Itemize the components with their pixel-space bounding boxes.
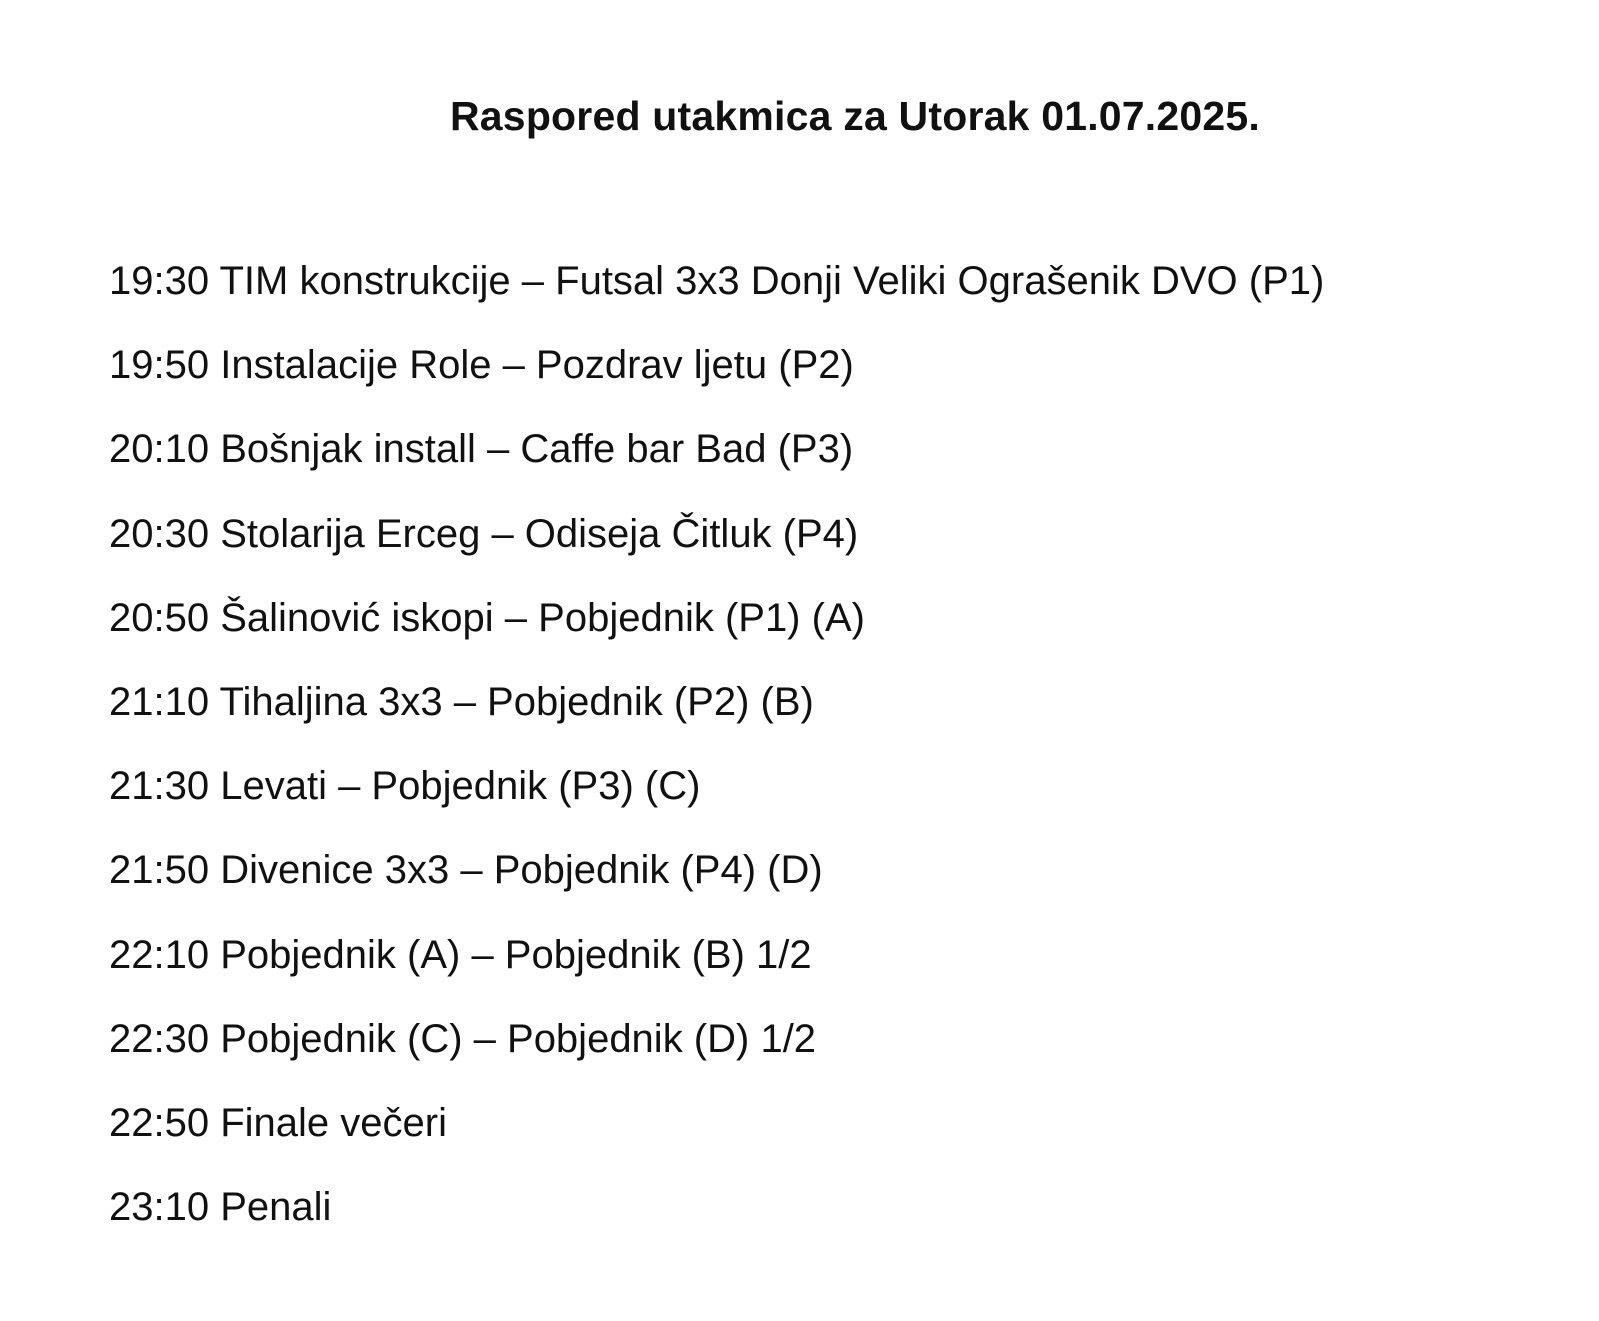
match-item: 21:30 Levati – Pobjednik (P3) (C): [109, 764, 701, 809]
match-item: 22:10 Pobjednik (A) – Pobjednik (B) 1/2: [109, 932, 812, 977]
match-item: 23:10 Penali: [109, 1185, 332, 1230]
match-item: 19:30 TIM konstrukcije – Futsal 3x3 Donji Veliki Ograšenik DVO (P1): [109, 259, 1325, 303]
match-item: 21:50 Divenice 3x3 – Pobjednik (P4) (D): [109, 848, 823, 893]
match-item: 21:10 Tihaljina 3x3 – Pobjednik (P2) (B): [109, 679, 814, 724]
match-item: 20:10 Bošnjak install – Caffe bar Bad (P3): [109, 427, 854, 472]
page-title: Raspored utakmica za Utorak 01.07.2025.: [450, 93, 1260, 139]
match-item: 22:30 Pobjednik (C) – Pobjednik (D) 1/2: [109, 1016, 817, 1061]
match-item: 22:50 Finale večeri: [109, 1100, 447, 1145]
match-item: 19:50 Instalacije Role – Pozdrav ljetu (P2): [109, 343, 854, 388]
match-item: 20:30 Stolarija Erceg – Odiseja Čitluk (P4): [109, 511, 859, 556]
match-item: 20:50 Šalinović iskopi – Pobjednik (P1) (A): [109, 595, 865, 640]
match-schedule-list: [109, 259, 1324, 1269]
